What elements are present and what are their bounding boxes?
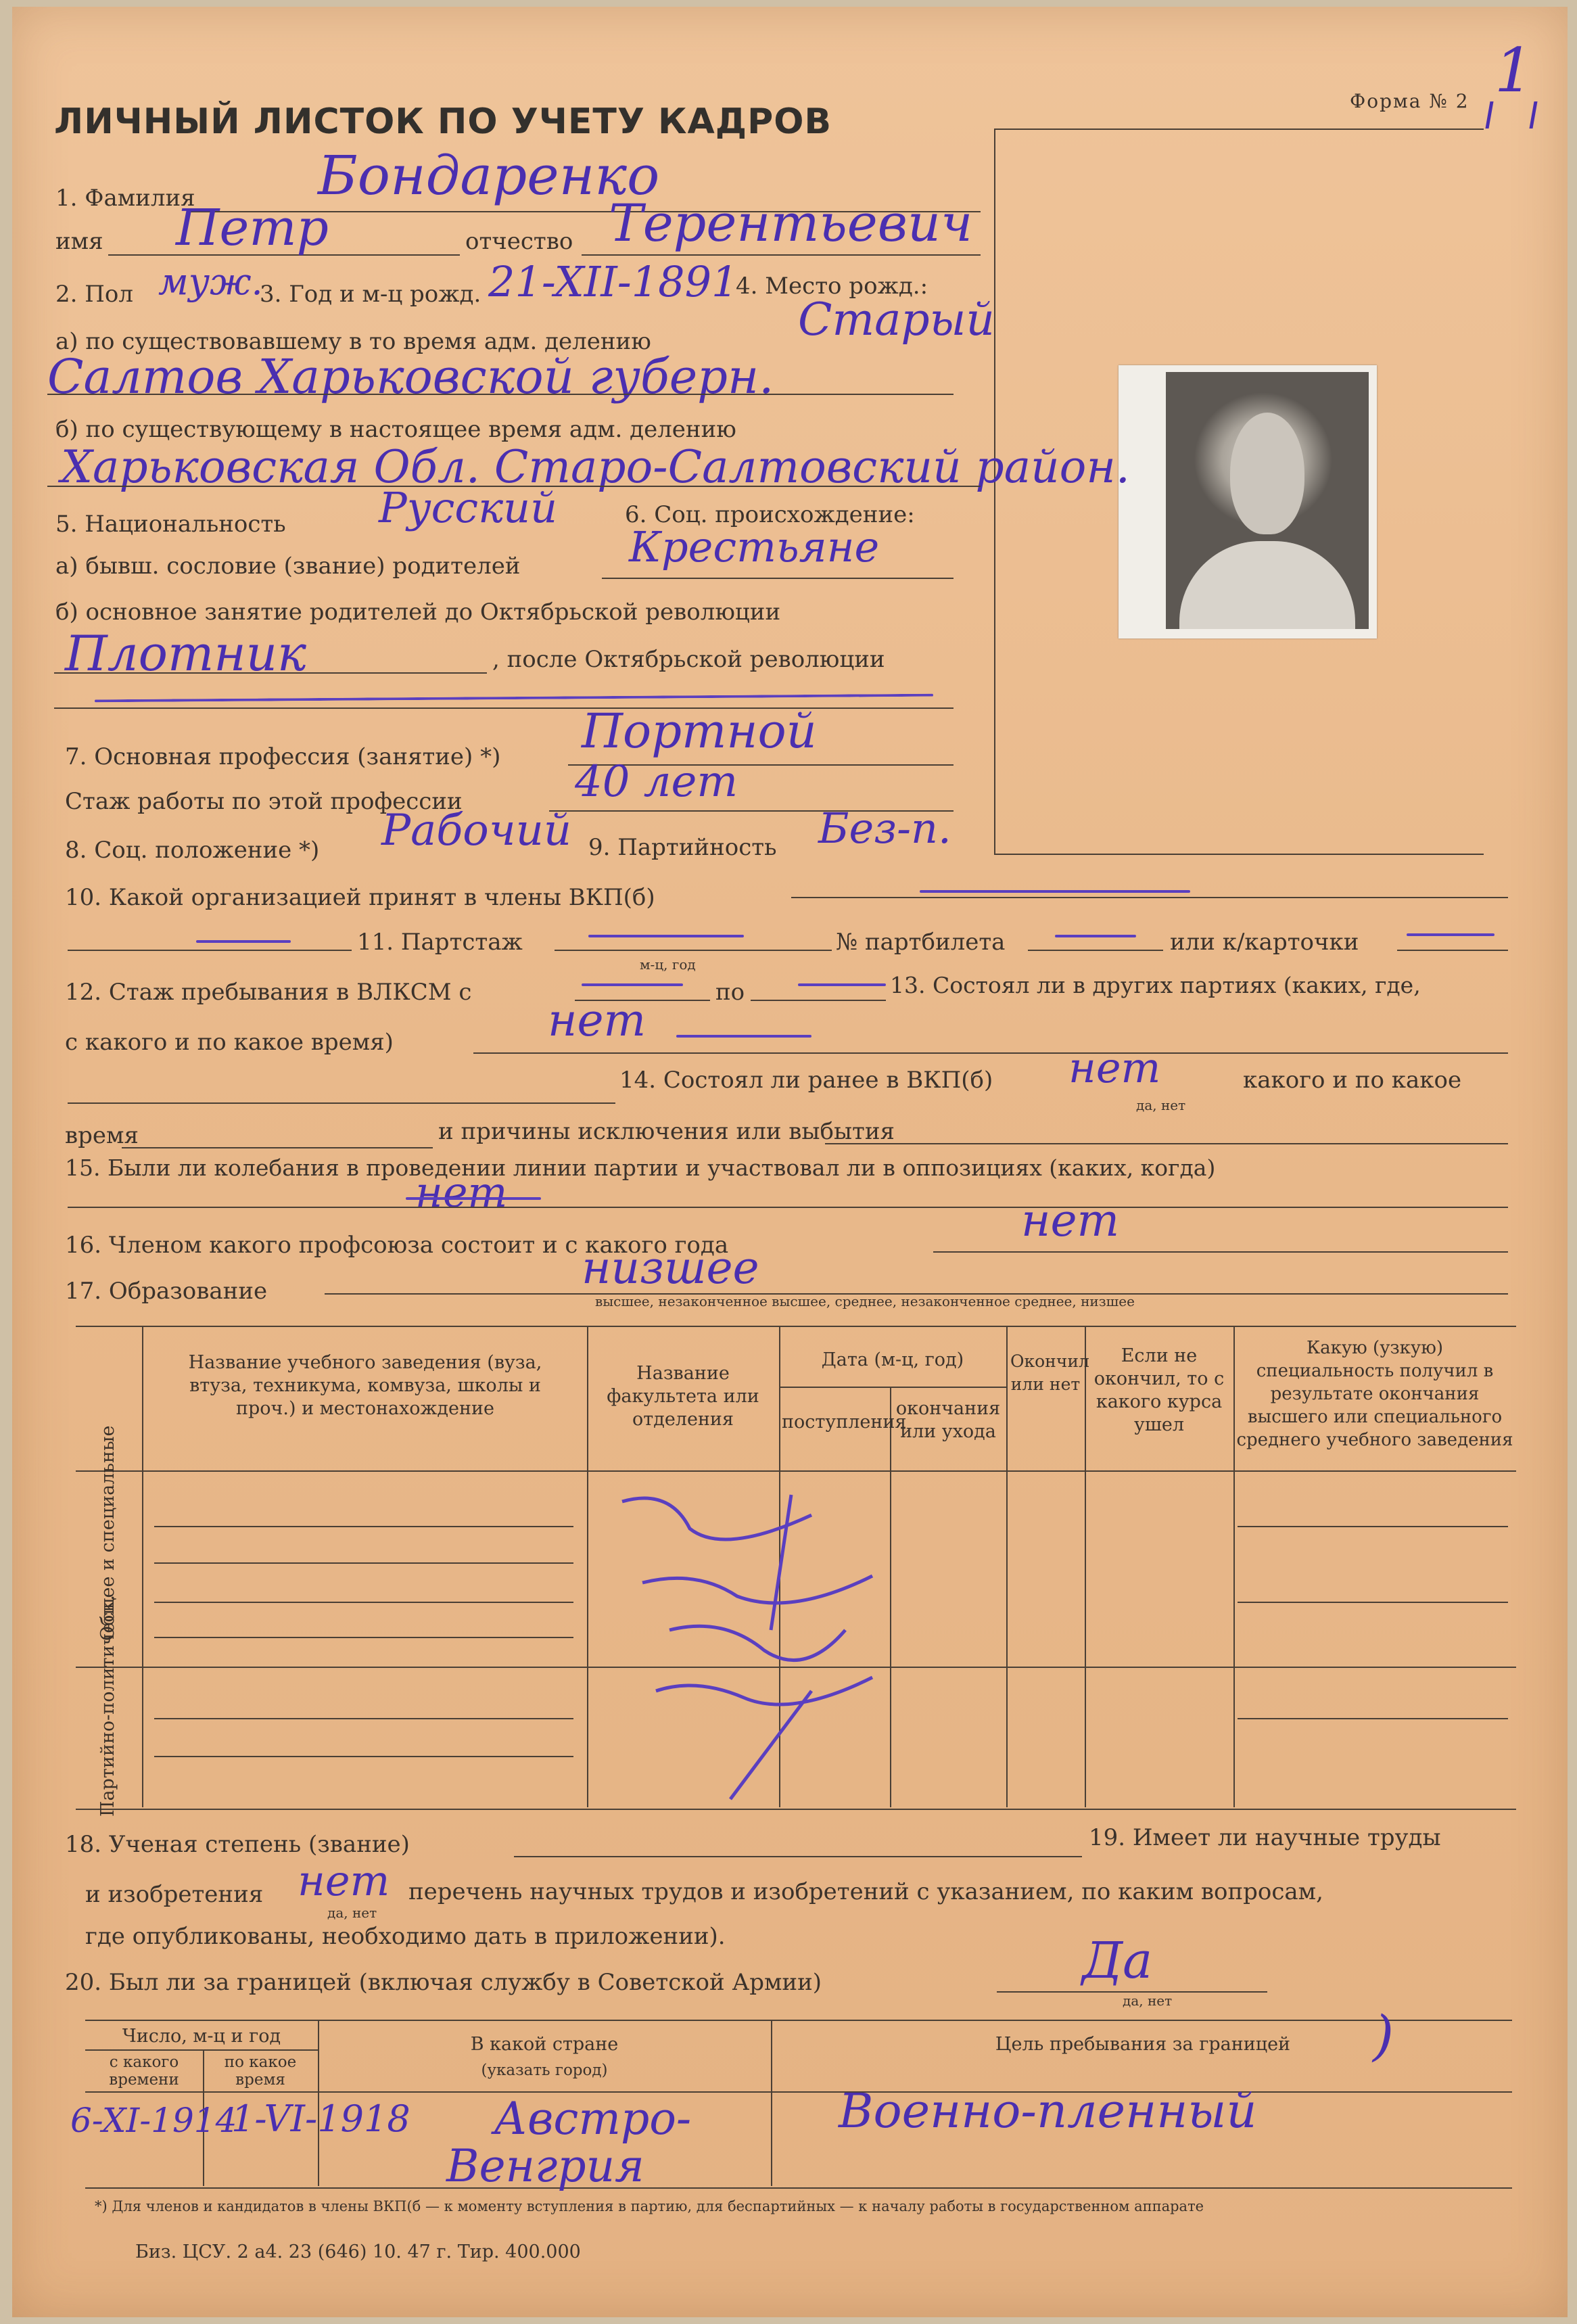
portrait-photo <box>1166 372 1369 629</box>
edu-col-date: Дата (м-ц, год) <box>821 1349 964 1370</box>
edu-row-line-2 <box>154 1562 573 1564</box>
other-parties-value: нет <box>548 994 646 1046</box>
birthplace-new-value: Харьковская Обл. Старо-Салтовский район. <box>61 441 1130 493</box>
abroad-value: Да <box>1082 1932 1153 1990</box>
parents-estate-value: Крестьяне <box>629 522 880 572</box>
vkp-org-line <box>791 897 1508 898</box>
edu-col-0 <box>142 1326 143 1807</box>
birthplace-old-value1: Старый <box>798 294 995 346</box>
social-status-label: 8. Соц. положение *) <box>65 837 320 864</box>
edu-date-sub <box>779 1387 1006 1388</box>
parents-occupation-label: б) основное занятие родителей до Октябрьской революции <box>55 599 781 626</box>
inventions-label2: перечень научных трудов и изобретений с указанием, по каким вопросам, <box>408 1878 1323 1905</box>
komsomol-to-line <box>751 1000 886 1001</box>
union-line <box>933 1251 1508 1253</box>
other-parties-line <box>473 1052 1508 1054</box>
parents-estate-label: а) бывш. сословие (звание) родителей <box>55 553 521 580</box>
partstazh-pre-line <box>68 950 352 951</box>
sheet-number: 1 <box>1494 35 1534 106</box>
education-hint: высшее, незаконченное высшее, среднее, незаконченное среднее, низшее <box>595 1293 1135 1309</box>
vkp-org-dash <box>920 890 1190 893</box>
partcard-dash <box>1407 933 1494 936</box>
nationality-value: Русский <box>379 483 558 532</box>
komsomol-from-dash <box>582 983 683 986</box>
edu-row-line-8 <box>1238 1602 1508 1603</box>
abroad-row-purpose: Военно-пленный <box>839 2083 1257 2139</box>
vkp-before-value: нет <box>1068 1043 1161 1092</box>
birthplace-old-line <box>47 394 954 395</box>
edu-col-finished: Окончил или нет <box>1010 1351 1089 1394</box>
footer-note: *) Для членов и кандидатов в члены ВКП(б — к моменту вступления в партию, для беспартийных — к началу работы в государственном аппарате <box>95 2198 1204 2214</box>
inventions-hint: да, нет <box>327 1905 377 1921</box>
edu-row-general: Общее и специальные <box>97 1425 118 1641</box>
footer-print-info: Биз. ЦСУ. 2 а4. 23 (646) 10. 47 г. Тир. 400.000 <box>135 2241 581 2262</box>
vkp-time-line <box>122 1147 433 1148</box>
sex-label: 2. Пол <box>55 281 133 308</box>
parents-estate-line <box>602 578 954 579</box>
surname-label: 1. Фамилия <box>55 185 195 212</box>
name-value: Петр <box>176 199 329 257</box>
degree-line <box>514 1856 1082 1857</box>
other-parties-label2: с какого и по какое время) <box>65 1029 394 1056</box>
edu-row-line-7 <box>1238 1526 1508 1527</box>
partstazh-pre-dash <box>196 940 291 943</box>
party-value: Без-п. <box>818 804 951 853</box>
birth-date-value: 21-XII-1891 <box>488 257 738 306</box>
edu-row-line-5 <box>154 1718 573 1719</box>
komsomol-to-label: по <box>715 979 745 1006</box>
komsomol-label: 12. Стаж пребывания в ВЛКСМ с <box>65 979 472 1006</box>
edu-col-exit: окончания или ухода <box>895 1398 1001 1442</box>
partcard-line <box>1397 950 1508 951</box>
abroad-row-country1: Австро- <box>494 2093 692 2145</box>
other-parties-dash <box>676 1035 811 1038</box>
party-label: 9. Партийность <box>588 834 777 861</box>
birthplace-old-label: а) по существовавшему в то время адм. делению <box>55 328 651 355</box>
patronymic-value: Терентьевич <box>609 193 973 253</box>
abroad-date-sub <box>85 2049 318 2051</box>
edu-row-line-6 <box>154 1756 573 1757</box>
abroad-col-purpose: Цель пребывания за границей <box>995 2034 1291 2055</box>
edu-row-line-9 <box>1238 1718 1508 1719</box>
edu-col-5 <box>1085 1326 1086 1807</box>
birthplace-old-value2: Салтов Харьковской губерн. <box>47 349 774 404</box>
parents-after-line <box>54 707 954 709</box>
sex-value: муж. <box>158 260 263 303</box>
edu-col-6 <box>1233 1326 1235 1807</box>
form-title: ЛИЧНЫЙ ЛИСТОК ПО УЧЕТУ КАДРОВ <box>54 101 832 142</box>
social-origin-label: 6. Соц. происхождение: <box>625 501 915 528</box>
name-label: имя <box>55 228 103 255</box>
abroad-col-country-hint: (указать город) <box>481 2062 608 2079</box>
union-value: нет <box>1021 1194 1120 1247</box>
education-label: 17. Образование <box>65 1278 268 1305</box>
partstazh-dash <box>588 935 744 937</box>
scientific-works-label: 19. Имеет ли научные труды <box>1089 1824 1441 1851</box>
edu-row-party: Партийно-политическ. <box>97 1595 118 1817</box>
birth-date-label: 3. Год и м-ц рожд. <box>260 281 481 308</box>
abroad-row-to: 1-VI-1918 <box>231 2097 410 2140</box>
union-label: 16. Членом какого профсоюза состоит и с какого года <box>65 1232 729 1259</box>
edu-header-bottom <box>76 1470 1516 1472</box>
vkp-reason-label: и причины исключения или выбытия <box>438 1118 895 1145</box>
vkp-time-label: время <box>65 1122 139 1149</box>
vkp-org-label: 10. Какой организацией принят в члены ВКП(б) <box>65 884 655 911</box>
parents-after-label: , после Октябрьской революции <box>492 646 885 673</box>
partbilet-line <box>1028 950 1163 951</box>
profession-tenure-value: 40 лет <box>575 757 738 807</box>
vkp-reason-line <box>825 1143 1508 1144</box>
patronymic-line <box>582 254 981 256</box>
edu-col-specialty: Какую (узкую) специальность получил в результате окончания высшего или специального среднего учебного заведения <box>1236 1338 1513 1450</box>
other-parties-label: 13. Состоял ли в других партиях (каких, где, <box>890 972 1421 998</box>
partcard-label: или к/карточки <box>1170 929 1359 956</box>
abroad-col-from: с какого времени <box>109 2053 179 2089</box>
vkp-before-hint: да, нет <box>1136 1097 1186 1113</box>
inventions-value: нет <box>298 1856 390 1905</box>
education-value: низшее <box>582 1242 759 1294</box>
partstazh-line <box>555 950 832 951</box>
birthplace-label: 4. Место рожд.: <box>736 273 928 300</box>
komsomol-hint: м-ц, год <box>640 956 696 973</box>
patronymic-label: отчество <box>465 228 573 255</box>
oppositions-label: 15. Были ли колебания в проведении линии партии и участвовал ли в оппозициях (каких, когда) <box>65 1155 1216 1181</box>
other-parties-line2 <box>68 1102 615 1104</box>
profession-value: Портной <box>582 703 817 759</box>
abroad-row-country2: Венгрия <box>446 2140 644 2192</box>
parents-occupation-line <box>54 672 487 674</box>
degree-label: 18. Ученая степень (звание) <box>65 1831 410 1858</box>
profession-tenure-label: Стаж работы по этой профессии <box>65 788 463 815</box>
edu-col-institution: Название учебного заведения (вуза, втуза, техникума, комвуза, школы и проч.) и местонахождение <box>188 1352 542 1419</box>
partbilet-dash <box>1055 935 1136 937</box>
form-number: Форма № 2 <box>1350 90 1469 112</box>
vkp-before-after-label: какого и по какое <box>1243 1067 1462 1094</box>
inventions-label: и изобретения <box>85 1881 264 1908</box>
oppositions-dash <box>406 1197 541 1200</box>
edu-row-line-4 <box>154 1637 573 1638</box>
abroad-hint: да, нет <box>1123 1993 1173 2009</box>
profession-label: 7. Основная профессия (занятие) *) <box>65 743 501 770</box>
abroad-col-country: В какой стране <box>470 2034 619 2055</box>
oppositions-line <box>68 1207 1508 1208</box>
abroad-col-to: по какое время <box>224 2053 297 2089</box>
inventions-label3: где опубликованы, необходимо дать в приложении). <box>85 1923 726 1950</box>
edu-row-line-1 <box>154 1526 573 1527</box>
oppositions-value: нет <box>415 1167 508 1217</box>
partstazh-label: 11. Партстаж <box>357 929 523 956</box>
photo-face <box>1230 413 1304 534</box>
edu-row-line-3 <box>154 1602 573 1603</box>
photo-shirt <box>1179 541 1355 629</box>
abroad-row-from: 6-XI-1914 <box>70 2101 237 2140</box>
komsomol-to-dash <box>798 983 886 986</box>
social-status-value: Рабочий <box>381 806 572 856</box>
abroad-label: 20. Был ли за границей (включая службу в Советской Армии) <box>65 1969 822 1996</box>
abroad-col-date: Число, м-ц и год <box>122 2026 281 2047</box>
edu-col-course: Если не окончил, то с какого курса ушел <box>1093 1345 1225 1435</box>
nationality-label: 5. Национальность <box>55 511 286 538</box>
edu-col-faculty: Название факультета или отделения <box>607 1363 759 1430</box>
vkp-before-label: 14. Состоял ли ранее в ВКП(б) <box>619 1067 993 1094</box>
birthplace-new-label: б) по существующему в настоящее время адм. делению <box>55 416 736 443</box>
edu-cross-out-strokes <box>588 1474 1008 1813</box>
abroad-header-bottom <box>85 2091 1512 2093</box>
sheet-number-marks <box>1485 101 1537 129</box>
edu-col-entry: поступления <box>782 1412 907 1433</box>
abroad-col-3 <box>771 2020 772 2186</box>
surname-value: Бондаренко <box>318 144 660 207</box>
parents-occupation-value: Плотник <box>65 625 307 682</box>
partbilet-label: № партбилета <box>836 929 1006 956</box>
abroad-bracket: ) <box>1373 2004 1394 2067</box>
